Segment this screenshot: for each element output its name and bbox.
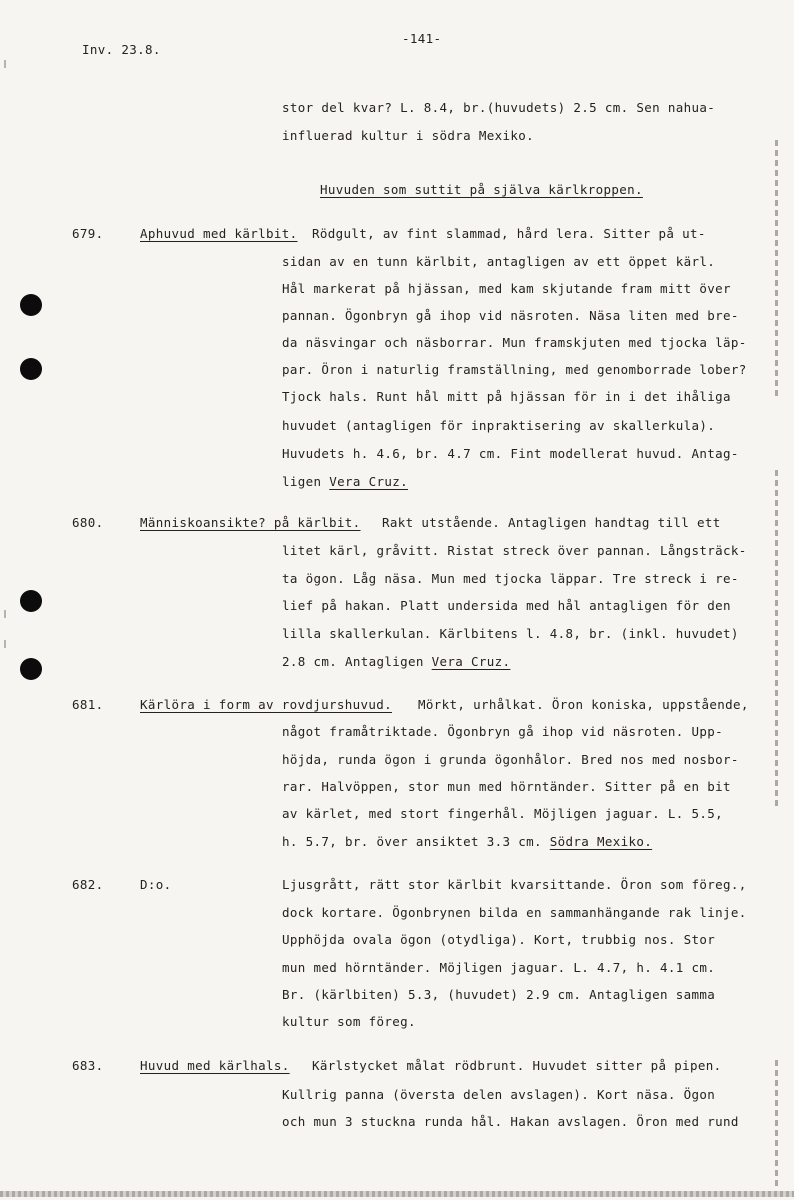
text-line: Rakt utstående. Antagligen handtag till ett — [382, 515, 721, 530]
text-line: Kullrig panna (översta delen avslagen). Kort näsa. Ögon — [282, 1087, 716, 1102]
entry-title: Kärlöra i form av rovdjurshuvud. — [140, 697, 393, 712]
entry-title: D:o. — [140, 877, 172, 892]
text-line — [282, 474, 408, 490]
entry-number: 680. — [72, 515, 104, 530]
page-number: -141- — [402, 31, 442, 46]
text-line — [282, 654, 510, 670]
text-line: da näsvingar och näsborrar. Mun framskjuten med tjocka läp- — [282, 335, 747, 350]
text-line: litet kärl, gråvitt. Ristat streck över pannan. Långsträck- — [282, 543, 747, 558]
text-line: mun med hörntänder. Möjligen jaguar. L. 4.7, h. 4.1 cm. — [282, 960, 716, 975]
text-line: något framåtriktade. Ögonbryn gå ihop vid näsroten. Upp- — [282, 724, 724, 739]
text-span: h. 5.7, br. över ansiktet 3.3 cm. — [282, 834, 550, 849]
scan-bottom-edge — [0, 1191, 794, 1197]
text-line: influerad kultur i södra Mexiko. — [282, 128, 535, 143]
scan-edge — [775, 140, 778, 400]
scan-edge — [775, 470, 778, 810]
text-line: Mörkt, urhålkat. Öron koniska, uppstående, — [418, 697, 749, 712]
scan-tick — [4, 60, 6, 68]
text-line: Upphöjda ovala ögon (otydliga). Kort, trubbig nos. Stor — [282, 932, 716, 947]
text-line: Ljusgrått, rätt stor kärlbit kvarsittande. Öron som föreg., — [282, 877, 747, 892]
entry-title: Människoansikte? på kärlbit. — [140, 515, 361, 530]
punch-hole — [20, 358, 42, 380]
text-line: av kärlet, med stort fingerhål. Möjligen jaguar. L. 5.5, — [282, 806, 724, 821]
text-line: rar. Halvöppen, stor mun med hörntänder. Sitter på en bit — [282, 779, 731, 794]
text-line: Br. (kärlbiten) 5.3, (huvudet) 2.9 cm. Antagligen samma — [282, 987, 716, 1002]
text-line: par. Öron i naturlig framställning, med genomborrade lober? — [282, 362, 747, 377]
punch-hole — [20, 658, 42, 680]
text-line: Rödgult, av fint slammad, hård lera. Sitter på ut- — [312, 226, 706, 241]
inventory-label: Inv. 23.8. — [82, 42, 161, 57]
punch-hole — [20, 590, 42, 612]
scan-edge — [775, 1060, 778, 1190]
text-line — [282, 834, 652, 850]
punch-hole — [20, 294, 42, 316]
text-line: Kärlstycket målat rödbrunt. Huvudet sitter på pipen. — [312, 1058, 722, 1073]
entry-number: 679. — [72, 226, 104, 241]
place-name: Vera Cruz. — [329, 474, 409, 489]
text-line: dock kortare. Ögonbrynen bilda en sammanhängande rak linje. — [282, 905, 747, 920]
text-span: ligen — [282, 474, 330, 489]
text-line: huvudet (antagligen för inpraktisering av skallerkula). — [282, 418, 716, 433]
scan-tick — [4, 610, 6, 618]
entry-number: 683. — [72, 1058, 104, 1073]
text-line: höjda, runda ögon i grunda ögonhålor. Bred nos med nosbor- — [282, 752, 739, 767]
entry-title: Huvud med kärlhals. — [140, 1058, 290, 1073]
place-name: Södra Mexiko. — [549, 834, 653, 849]
text-line: stor del kvar? L. 8.4, br.(huvudets) 2.5 cm. Sen nahua- — [282, 100, 716, 115]
text-line: lilla skallerkulan. Kärlbitens l. 4.8, br. (inkl. huvudet) — [282, 626, 739, 641]
text-line: Tjock hals. Runt hål mitt på hjässan för in i det ihåliga — [282, 389, 731, 404]
section-heading: Huvuden som suttit på själva kärlkroppen. — [320, 182, 643, 197]
text-span: 2.8 cm. Antagligen — [282, 654, 432, 669]
entry-number: 682. — [72, 877, 104, 892]
place-name: Vera Cruz. — [431, 654, 511, 669]
text-line: kultur som föreg. — [282, 1014, 416, 1029]
text-line: ta ögon. Låg näsa. Mun med tjocka läppar. Tre streck i re- — [282, 571, 739, 586]
text-line: sidan av en tunn kärlbit, antagligen av ett öppet kärl. — [282, 254, 716, 269]
text-line: lief på hakan. Platt undersida med hål antagligen för den — [282, 598, 731, 613]
text-line: Hål markerat på hjässan, med kam skjutande fram mitt över — [282, 281, 731, 296]
scan-tick — [4, 640, 6, 648]
text-line: pannan. Ögonbryn gå ihop vid näsroten. Näsa liten med bre- — [282, 308, 739, 323]
text-line: och mun 3 stuckna runda hål. Hakan avslagen. Öron med rund — [282, 1114, 739, 1129]
entry-title: Aphuvud med kärlbit. — [140, 226, 298, 241]
entry-number: 681. — [72, 697, 104, 712]
text-line: Huvudets h. 4.6, br. 4.7 cm. Fint modellerat huvud. Antag- — [282, 446, 739, 461]
